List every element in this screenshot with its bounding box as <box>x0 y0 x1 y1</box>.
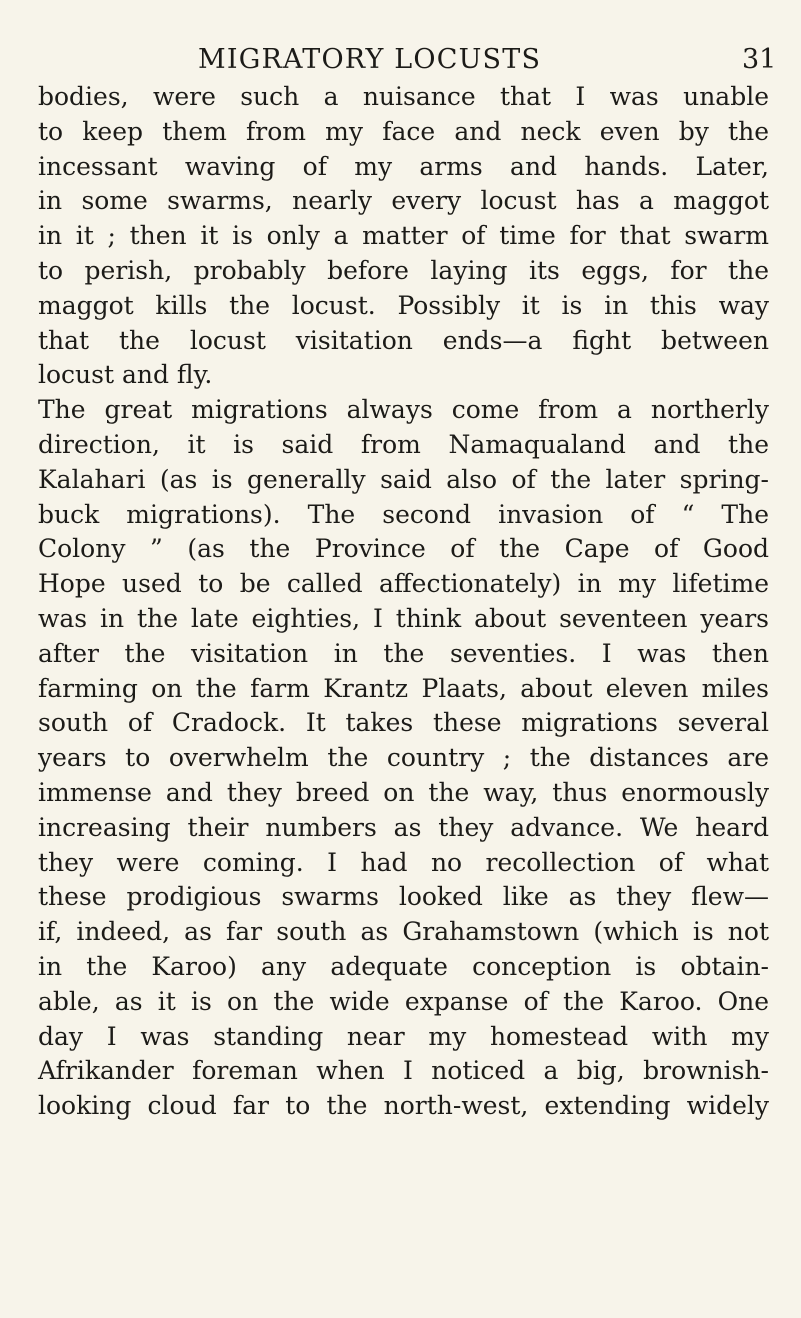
text-line: these prodigious swarms looked like as they flew— <box>38 882 769 912</box>
text-line: was in the late eighties, I think about seventeen years <box>38 603 769 633</box>
text-line: looking cloud far to the north-west, extending widely <box>38 1091 769 1121</box>
running-head <box>0 40 801 80</box>
text-line: after the visitation in the seventies. I was then <box>38 638 769 668</box>
text-line: that the locust visitation ends—a fight between <box>38 325 769 355</box>
text-line: to perish, probably before laying its eggs, for the <box>38 255 769 285</box>
text-line: Colony ” (as the Province of the Cape of Good <box>38 534 769 564</box>
text-line: direction, it is said from Namaqualand and the <box>38 429 769 459</box>
text-line: Hope used to be called affectionately) in my lifetime <box>38 569 769 599</box>
text-line: in some swarms, nearly every locust has a maggot <box>38 186 769 216</box>
text-line: if, indeed, as far south as Grahamstown (which is not <box>38 917 769 947</box>
page-number: 31 <box>742 44 777 75</box>
text-line: The great migrations always come from a northerly <box>38 395 769 425</box>
text-line: Kalahari (as is generally said also of the later spring- <box>38 464 769 494</box>
text-line: years to overwhelm the country ; the distances are <box>38 743 769 773</box>
text-line: they were coming. I had no recollection of what <box>38 847 769 877</box>
text-line: immense and they breed on the way, thus enormously <box>38 777 769 807</box>
text-line: day I was standing near my homestead with my <box>38 1021 769 1051</box>
text-line: buck migrations). The second invasion of “ The <box>38 499 769 529</box>
text-line: to keep them from my face and neck even by the <box>38 116 769 146</box>
body-text <box>38 80 769 1124</box>
text-line: increasing their numbers as they advance. We heard <box>38 812 769 842</box>
text-line: able, as it is on the wide expanse of the Karoo. One <box>38 986 769 1016</box>
text-line: bodies, were such a nuisance that I was unable <box>38 82 769 111</box>
text-line: incessant waving of my arms and hands. Later, <box>38 151 769 181</box>
running-title: MIGRATORY LOCUSTS <box>198 44 542 75</box>
text-line: farming on the farm Krantz Plaats, about eleven miles <box>38 673 769 703</box>
text-line: locust and fly. <box>38 360 213 390</box>
text-line: in it ; then it is only a matter of time for that swarm <box>38 221 769 251</box>
text-line: in the Karoo) any adequate conception is obtain- <box>38 951 769 981</box>
text-line: south of Cradock. It takes these migrations several <box>38 708 769 738</box>
text-line: maggot kills the locust. Possibly it is in this way <box>38 290 769 320</box>
text-line: Afrikander foreman when I noticed a big, brownish- <box>38 1056 769 1086</box>
